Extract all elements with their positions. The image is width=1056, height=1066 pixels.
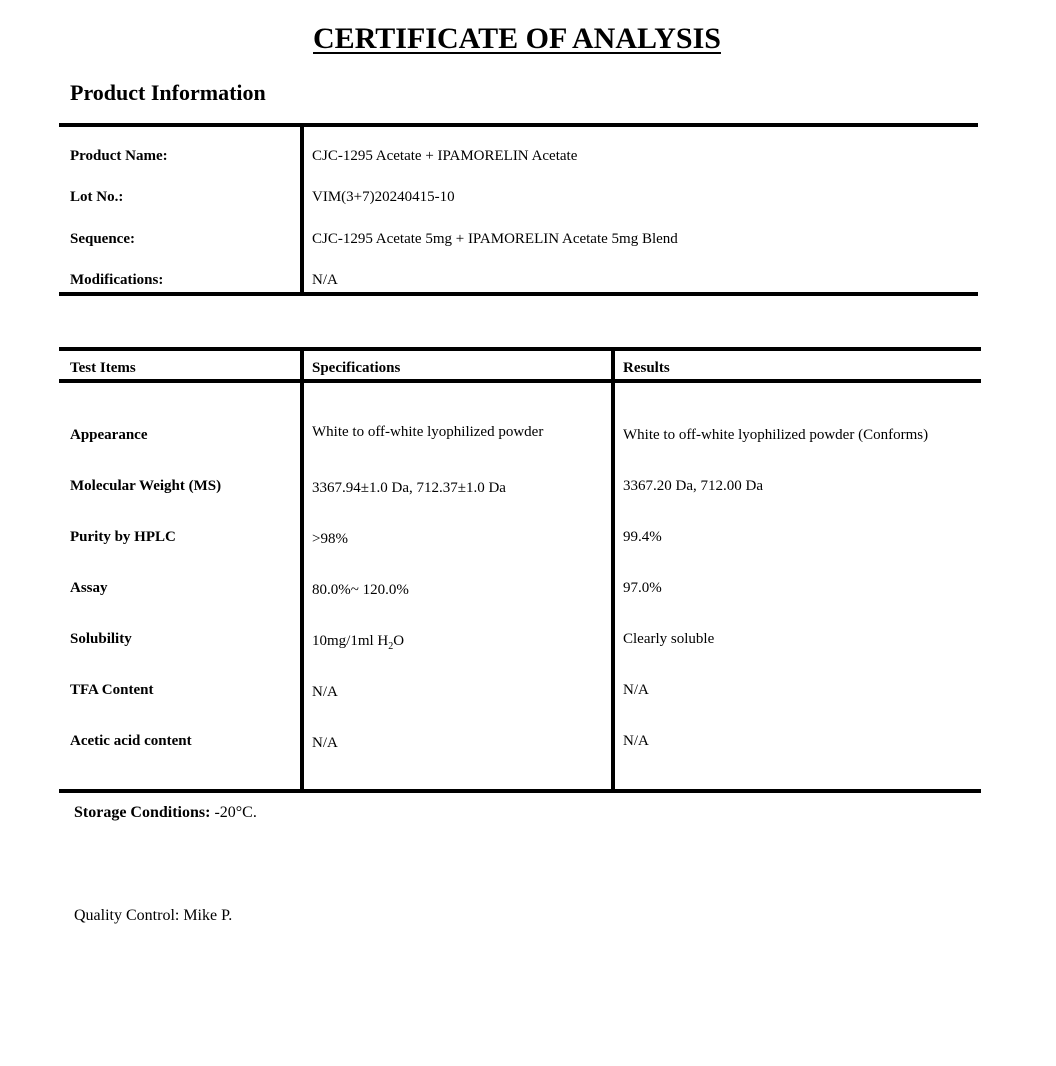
- test-results-table: [59, 347, 981, 793]
- storage-conditions: [74, 804, 257, 822]
- test-result: N/A: [623, 682, 649, 698]
- info-value: CJC-1295 Acetate + IPAMORELIN Acetate: [312, 148, 578, 164]
- test-item: Assay: [70, 580, 108, 596]
- table-row: [59, 577, 981, 628]
- test-result: N/A: [623, 733, 649, 749]
- product-info-heading: Product Information: [70, 80, 266, 105]
- info-row-product-name: [59, 133, 978, 174]
- test-result: 3367.20 Da, 712.00 Da: [623, 478, 763, 494]
- test-item: Molecular Weight (MS): [70, 478, 222, 494]
- table-row: [59, 730, 981, 781]
- spec-text: O: [393, 633, 405, 649]
- info-row-sequence: [59, 216, 978, 257]
- test-spec: White to off-white lyophilized powder: [312, 424, 544, 440]
- subscript: 2: [388, 641, 394, 652]
- info-label: Lot No.:: [70, 189, 124, 205]
- info-value: CJC-1295 Acetate 5mg + IPAMORELIN Acetate 5mg Blend: [312, 231, 678, 247]
- info-label: Modifications:: [70, 272, 164, 288]
- test-result: Clearly soluble: [623, 631, 715, 647]
- spec-text: 10mg/1ml H: [312, 633, 389, 649]
- test-spec: N/A: [312, 684, 338, 700]
- table-row: [59, 475, 981, 526]
- info-row-modifications: [59, 257, 978, 298]
- test-result: 99.4%: [623, 529, 662, 545]
- product-info-table: [59, 123, 978, 296]
- test-item: Appearance: [70, 427, 148, 443]
- test-result: 97.0%: [623, 580, 662, 596]
- info-row-lot-no: [59, 174, 978, 215]
- storage-label: Storage Conditions:: [74, 804, 211, 821]
- table-row: [59, 526, 981, 577]
- info-label: Sequence:: [70, 231, 135, 247]
- info-value: VIM(3+7)20240415-10: [312, 189, 455, 205]
- table-row: [59, 679, 981, 730]
- quality-control: Quality Control: Mike P.: [74, 907, 233, 924]
- test-spec: N/A: [312, 735, 338, 751]
- test-item: Solubility: [70, 631, 132, 647]
- test-spec: 3367.94±1.0 Da, 712.37±1.0 Da: [312, 480, 506, 496]
- info-label: Product Name:: [70, 148, 168, 164]
- storage-value: -20°C.: [210, 804, 257, 821]
- document-title: CERTIFICATE OF ANALYSIS: [313, 22, 721, 55]
- info-value: N/A: [312, 272, 338, 288]
- test-result: White to off-white lyophilized powder (Conforms): [623, 427, 929, 443]
- test-item: Acetic acid content: [70, 733, 192, 749]
- test-spec: [312, 633, 404, 652]
- test-item: Purity by HPLC: [70, 529, 176, 545]
- test-spec: >98%: [312, 531, 348, 547]
- test-item: TFA Content: [70, 682, 154, 698]
- table-row: [59, 424, 981, 475]
- header-test-items: Test Items: [70, 360, 136, 376]
- header-divider: [59, 379, 981, 383]
- table-row: [59, 628, 981, 679]
- test-spec: 80.0%~ 120.0%: [312, 582, 409, 598]
- header-results: Results: [623, 360, 670, 376]
- header-specifications: Specifications: [312, 360, 401, 376]
